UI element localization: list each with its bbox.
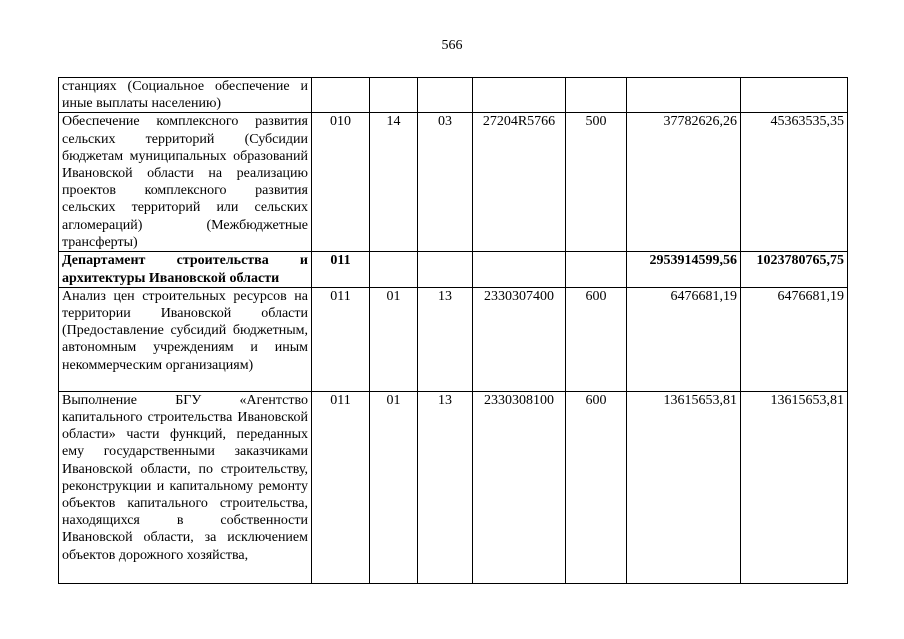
amount-year2-cell bbox=[741, 78, 848, 113]
expense-type-cell: 500 bbox=[566, 113, 627, 252]
target-article-cell: 27204R5766 bbox=[473, 113, 566, 252]
amount-year1-cell: 37782626,26 bbox=[627, 113, 741, 252]
gr-code-cell: 011 bbox=[312, 287, 370, 391]
table-row bbox=[59, 113, 848, 252]
target-article-cell bbox=[473, 252, 566, 287]
table-row bbox=[59, 391, 848, 583]
section-code-cell bbox=[370, 252, 418, 287]
gr-code-cell: 011 bbox=[312, 391, 370, 583]
item-name-cell: Выполнение БГУ «Агентство капитального строительства Ивановской области» части функций, переданных ему государственными заказчиками Ивановской области, по строительству, реконструкции и капитальному ремонту объектов капитального строительства, находящихся в собственности Ивановской области, за исключением объектов дорожного хозяйства, bbox=[59, 391, 312, 583]
gr-code-cell: 011 bbox=[312, 252, 370, 287]
expense-type-cell bbox=[566, 252, 627, 287]
section-code-cell: 01 bbox=[370, 391, 418, 583]
target-article-cell: 2330308100 bbox=[473, 391, 566, 583]
subsection-code-cell: 03 bbox=[418, 113, 473, 252]
amount-year2-cell: 45363535,35 bbox=[741, 113, 848, 252]
table-row bbox=[59, 287, 848, 391]
subsection-code-cell: 13 bbox=[418, 287, 473, 391]
budget-table bbox=[58, 77, 848, 584]
subsection-code-cell bbox=[418, 78, 473, 113]
amount-year2-cell: 1023780765,75 bbox=[741, 252, 848, 287]
expense-type-cell bbox=[566, 78, 627, 113]
gr-code-cell bbox=[312, 78, 370, 113]
item-name-cell: Анализ цен строительных ресурсов на территории Ивановской области (Предоставление субсидий бюджетным, автономным учреждениям и иным некоммерческим организациям) bbox=[59, 287, 312, 391]
section-code-cell: 14 bbox=[370, 113, 418, 252]
expense-type-cell: 600 bbox=[566, 391, 627, 583]
target-article-cell: 2330307400 bbox=[473, 287, 566, 391]
amount-year2-cell: 6476681,19 bbox=[741, 287, 848, 391]
item-name-cell: Департамент строительства и архитектуры Ивановской области bbox=[59, 252, 312, 287]
gr-code-cell: 010 bbox=[312, 113, 370, 252]
subsection-code-cell bbox=[418, 252, 473, 287]
table-row-department bbox=[59, 252, 848, 287]
subsection-code-cell: 13 bbox=[418, 391, 473, 583]
amount-year1-cell: 13615653,81 bbox=[627, 391, 741, 583]
page-number: 566 bbox=[441, 38, 463, 53]
amount-year1-cell: 2953914599,56 bbox=[627, 252, 741, 287]
target-article-cell bbox=[473, 78, 566, 113]
item-name-cell: станциях (Социальное обеспечение и иные выплаты населению) bbox=[59, 78, 312, 113]
section-code-cell bbox=[370, 78, 418, 113]
expense-type-cell: 600 bbox=[566, 287, 627, 391]
item-name-cell: Обеспечение комплексного развития сельских территорий (Субсидии бюджетам муниципальных образований Ивановской области на реализацию проектов комплексного развития сельских территорий или сельских агломераций) (Межбюджетные трансферты) bbox=[59, 113, 312, 252]
section-code-cell: 01 bbox=[370, 287, 418, 391]
amount-year2-cell: 13615653,81 bbox=[741, 391, 848, 583]
table-row bbox=[59, 78, 848, 113]
amount-year1-cell: 6476681,19 bbox=[627, 287, 741, 391]
amount-year1-cell bbox=[627, 78, 741, 113]
